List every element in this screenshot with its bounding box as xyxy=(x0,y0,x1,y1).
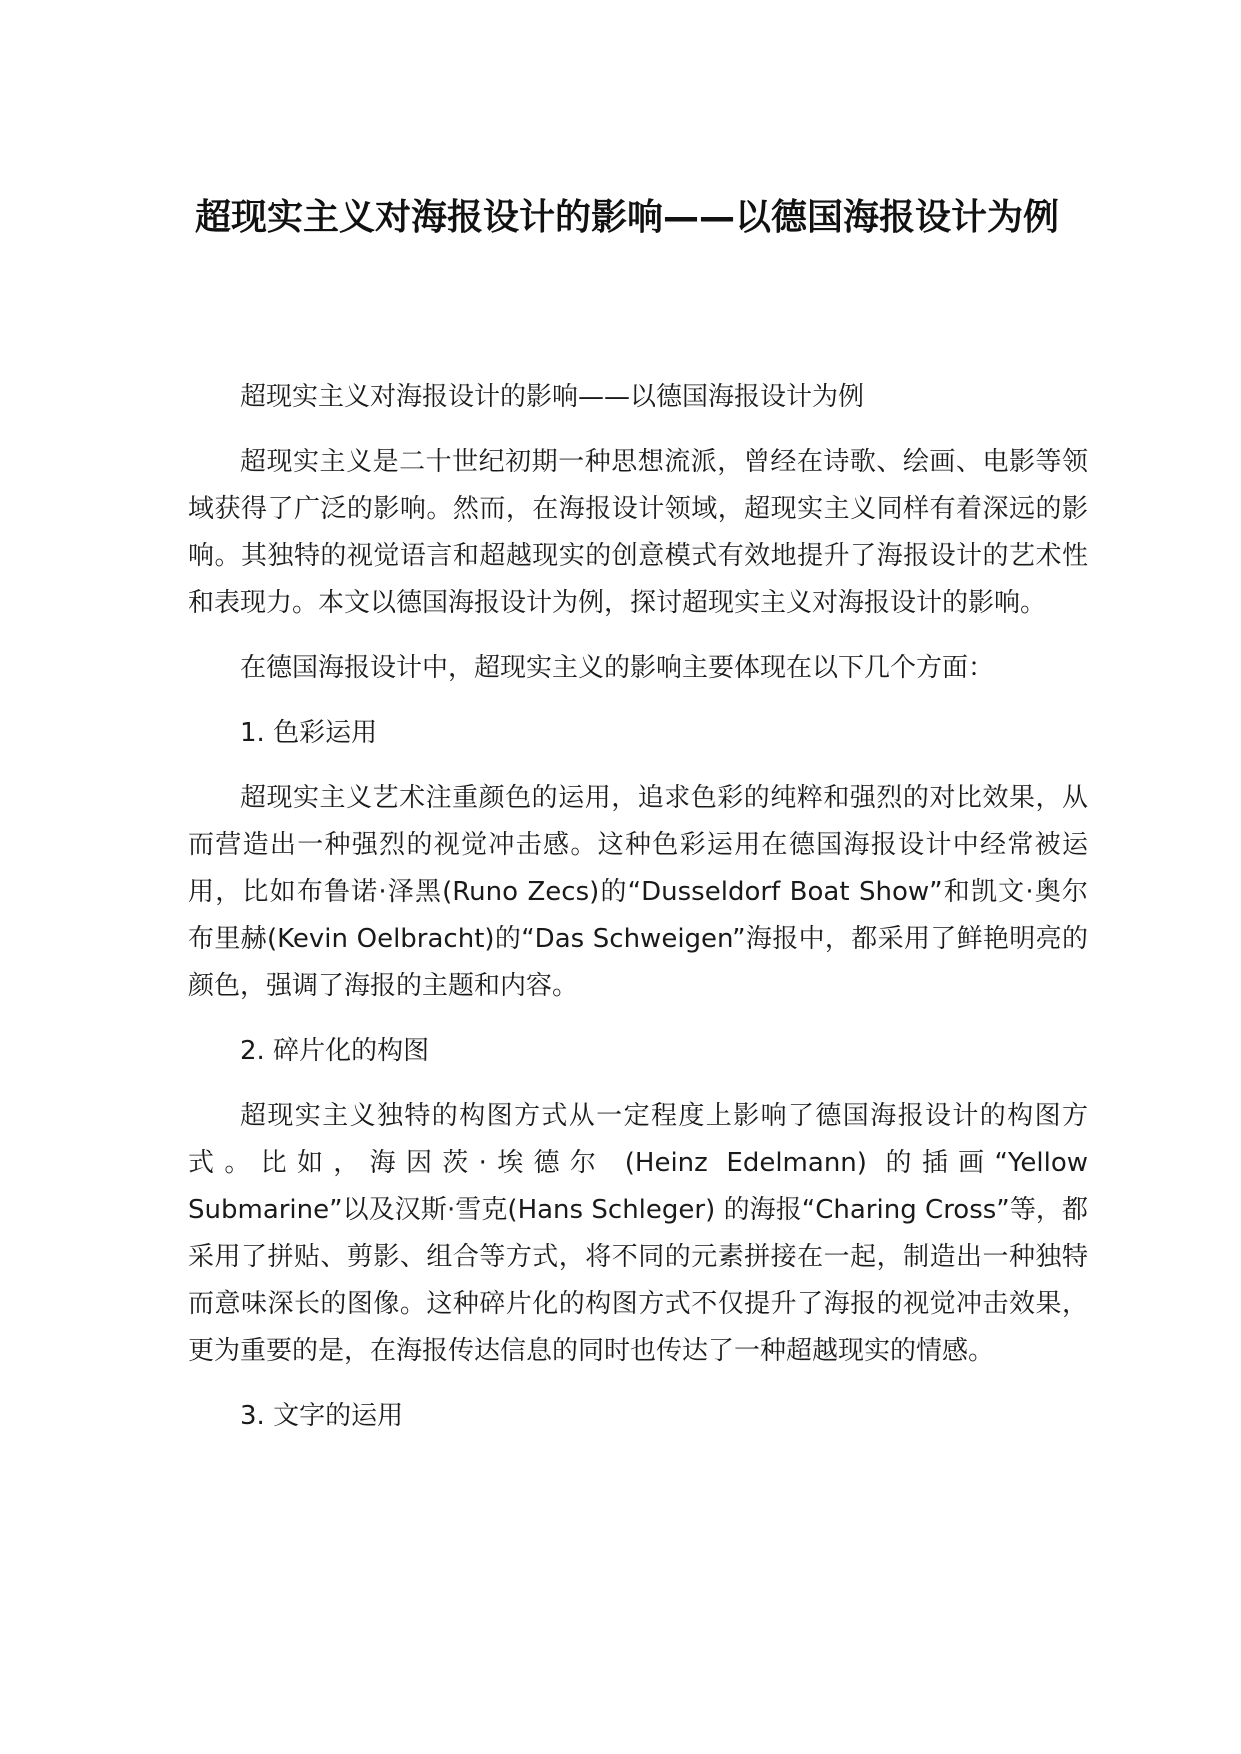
color-paragraph: 超现实主义艺术注重颜色的运用，追求色彩的纯粹和强烈的对比效果，从而营造出一种强烈的视觉冲击感。这种色彩运用在德国海报设计中经常被运用，比如布鲁诺·泽黑(Runo Zecs)的“Dusseldorf Boat Show”和凯文·奥尔布里赫(Kevin Oelbracht)的“Das Schweigen”海报中，都采用了鲜艳明亮的颜色，强调了海报的主题和内容。 xyxy=(188,783,1088,1001)
document-body xyxy=(188,374,1088,1458)
composition-paragraph: 超现实主义独特的构图方式从一定程度上影响了德国海报设计的构图方式。比如，海因茨·埃德尔 (Heinz Edelmann) 的插画“Yellow Submarine”以及汉斯·雪克(Hans Schleger) 的海报“Charing Cross”等，都采用了拼贴、剪影、组合等方式，将不同的元素拼接在一起，制造出一种独特而意味深长的图像。这种碎片化的构图方式不仅提升了海报的视觉冲击效果，更为重要的是，在海报传达信息的同时也传达了一种超越现实的情感。 xyxy=(188,1101,1088,1366)
section-heading-typography: 3. 文字的运用 xyxy=(240,1401,404,1431)
aspects-intro-paragraph: 在德国海报设计中，超现实主义的影响主要体现在以下几个方面： xyxy=(240,653,995,683)
section-heading-composition: 2. 碎片化的构图 xyxy=(240,1036,430,1066)
subtitle-paragraph: 超现实主义对海报设计的影响——以德国海报设计为例 xyxy=(240,382,865,412)
document-title: 超现实主义对海报设计的影响——以德国海报设计为例 xyxy=(194,197,1059,238)
section-heading-color: 1. 色彩运用 xyxy=(240,718,378,748)
intro-paragraph: 超现实主义是二十世纪初期一种思想流派，曾经在诗歌、绘画、电影等领域获得了广泛的影响。然而，在海报设计领域，超现实主义同样有着深远的影响。其独特的视觉语言和超越现实的创意模式有效地提升了海报设计的艺术性和表现力。本文以德国海报设计为例，探讨超现实主义对海报设计的影响。 xyxy=(188,447,1088,618)
